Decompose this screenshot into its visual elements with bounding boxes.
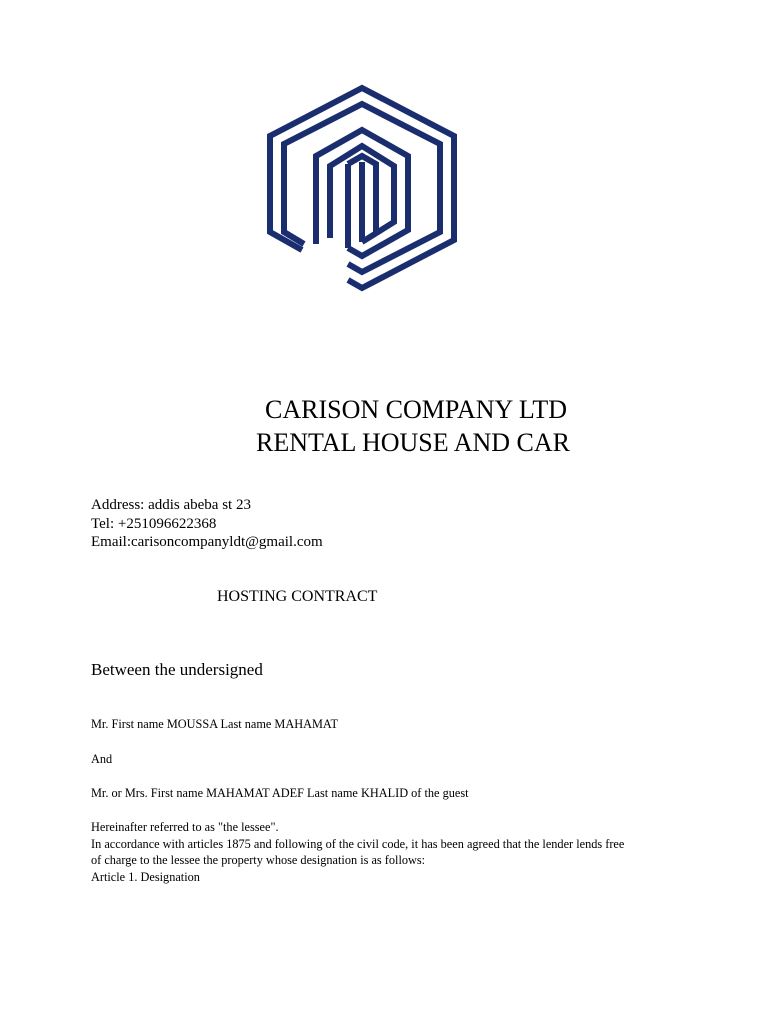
- company-tagline: RENTAL HOUSE AND CAR: [255, 428, 571, 457]
- between-heading: Between the undersigned: [91, 660, 263, 679]
- party-lessee: Mr. or Mrs. First name MAHAMAT ADEF Last name KHALID of the guest: [91, 786, 469, 800]
- contact-address: Address: addis abeba st 23: [91, 497, 251, 513]
- contract-body: [91, 819, 691, 885]
- article-heading: Article 1. Designation: [91, 869, 200, 884]
- contact-tel: Tel: +251096622368: [91, 515, 217, 532]
- hexagon-u-logo-icon: [262, 84, 462, 294]
- contact-email: Email:carisoncompanyldt@gmail.com: [91, 534, 323, 550]
- company-name: CARISON COMPANY LTD: [265, 395, 567, 424]
- contact-block: [91, 496, 323, 552]
- body-line: Hereinafter referred to as "the lessee".: [91, 820, 279, 834]
- party-lender: Mr. First name MOUSSA Last name MAHAMAT: [91, 717, 338, 731]
- party-conjunction: And: [91, 752, 113, 766]
- body-line: In accordance with articles 1875 and following of the civil code, it has been agreed that the lender lends free: [91, 836, 625, 851]
- body-line: of charge to the lessee the property whose designation is as follows:: [91, 853, 426, 867]
- document-title: HOSTING CONTRACT: [217, 588, 378, 605]
